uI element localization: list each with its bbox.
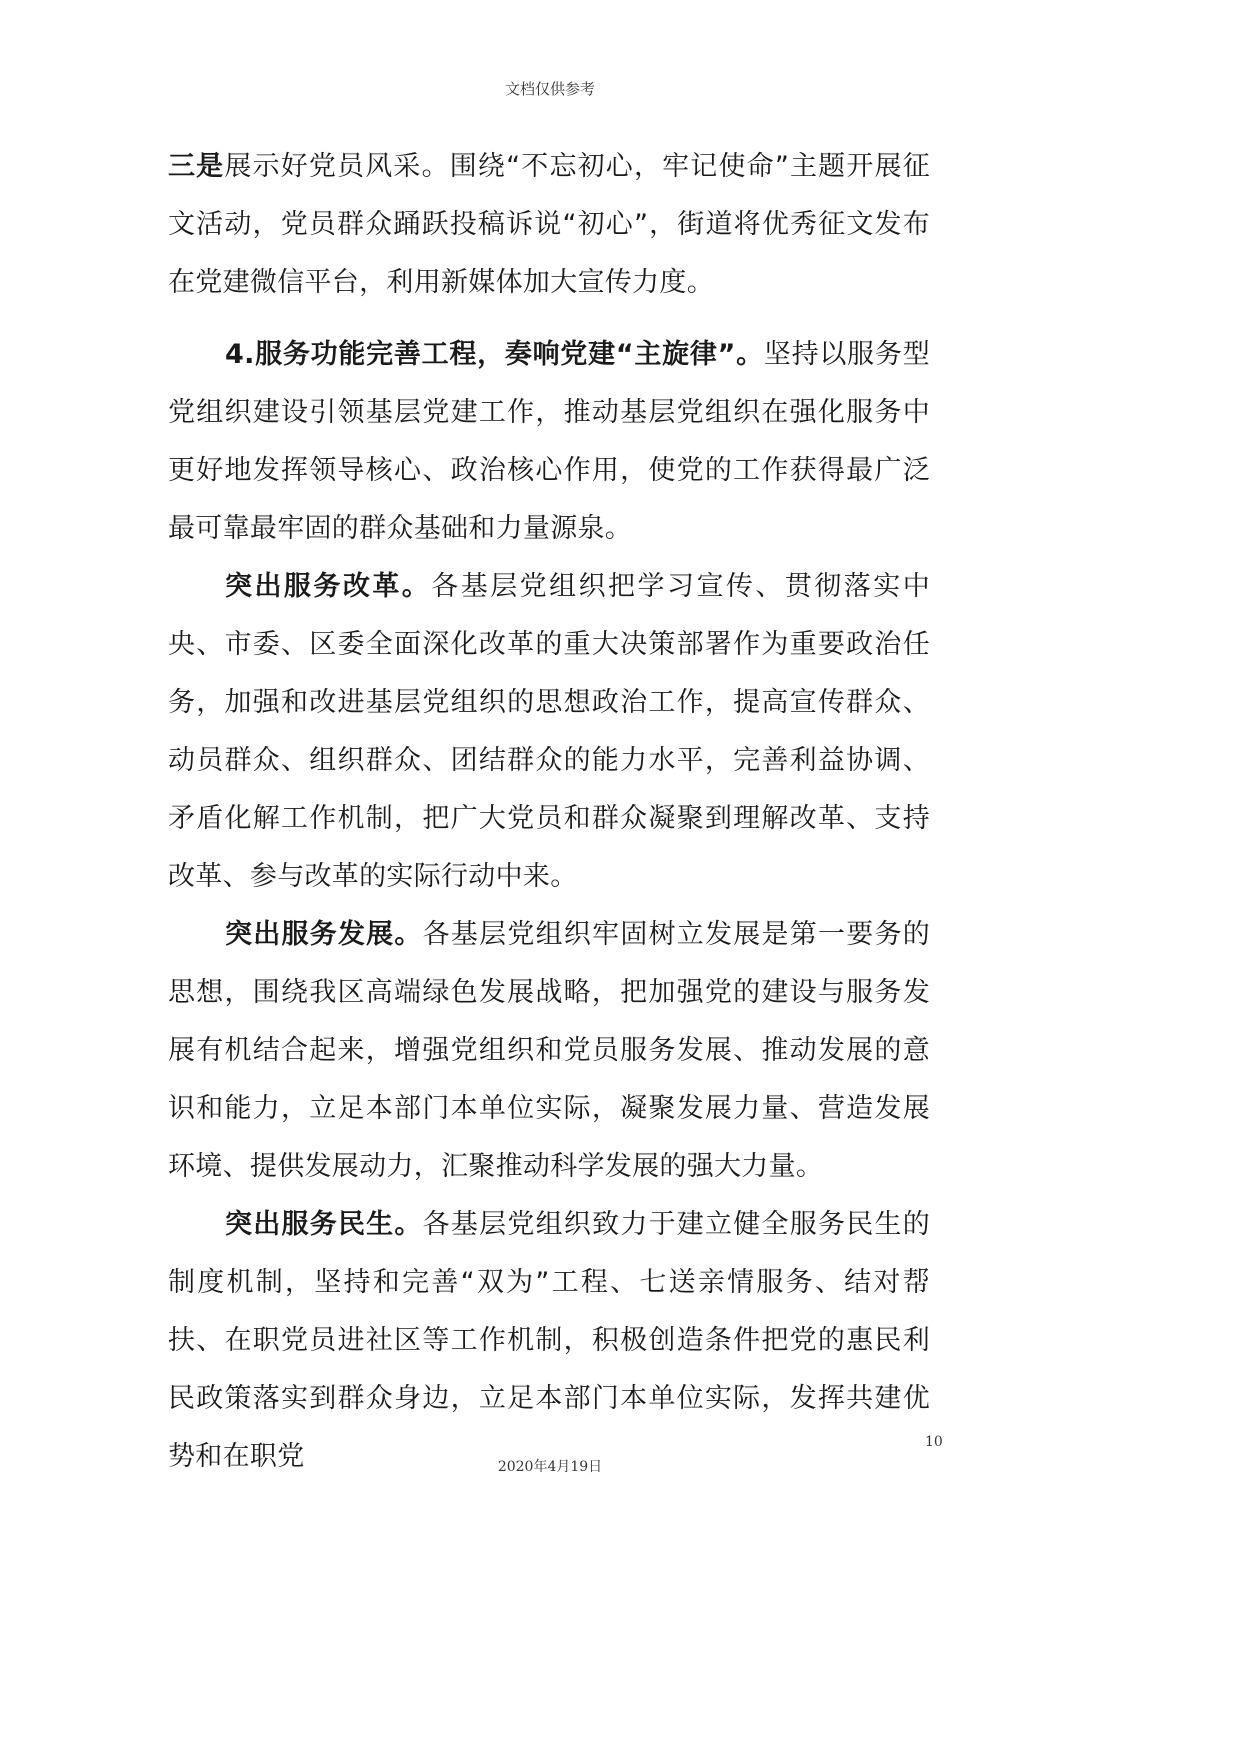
paragraph-text: 各基层党组织把学习宣传、贯彻落实中央、市委、区委全面深化改革的重大决策部署作为重要政治任务，加强和改进基层党组织的思想政治工作，提高宣传群众、动员群众、组织群众、团结群众的能力水平，完善利益协调、矛盾化解工作机制，把广大党员和群众凝聚到理解改革、支持改革、参与改革的实际行动中来。 [168, 571, 930, 892]
paragraph-lead: 突出服务发展。 [225, 919, 423, 950]
document-body [168, 138, 930, 1486]
paragraph-development [168, 906, 930, 1196]
paragraph-lead: 三是 [168, 151, 225, 182]
footer-date: 2020年4月19日 [497, 1459, 603, 1475]
paragraph-text: 展示好党员风采。围绕“不忘初心，牢记使命”主题开展征文活动，党员群众踊跃投稿诉说“初心”，街道将优秀征文发布在党建微信平台，利用新媒体加大宣传力度。 [168, 151, 930, 298]
paragraph-text: 各基层党组织牢固树立发展是第一要务的思想，围绕我区高端绿色发展战略，把加强党的建设与服务发展有机结合起来，增强党组织和党员服务发展、推动发展的意识和能力，立足本部门本单位实际，凝聚发展力量、营造发展环境、提供发展动力，汇聚推动科学发展的强大力量。 [168, 919, 930, 1182]
section-heading-paragraph [168, 326, 930, 558]
paragraph-reform [168, 558, 930, 906]
paragraph-text: 各基层党组织致力于建立健全服务民生的制度机制，坚持和完善“双为”工程、七送亲情服务、结对帮扶、在职党员进社区等工作机制，积极创造条件把党的惠民利民政策落实到群众身边，立足本部门本单位实际，发挥共建优势和在职党 [168, 1209, 930, 1472]
paragraph-three [168, 138, 930, 312]
paragraph-livelihood [168, 1196, 930, 1486]
paragraph-lead: 突出服务民生。 [225, 1209, 423, 1240]
section-heading: 4.服务功能完善工程，奏响党建“主旋律”。 [225, 339, 764, 370]
page-number: 10 [925, 1434, 943, 1450]
page-header: 文档仅供参考 [504, 80, 595, 98]
paragraph-lead: 突出服务改革。 [225, 571, 432, 602]
paragraph-text: 坚持以服务型党组织建设引领基层党建工作，推动基层党组织在强化服务中更好地发挥领导核心、政治核心作用，使党的工作获得最广泛最可靠最牢固的群众基础和力量源泉。 [168, 339, 930, 544]
